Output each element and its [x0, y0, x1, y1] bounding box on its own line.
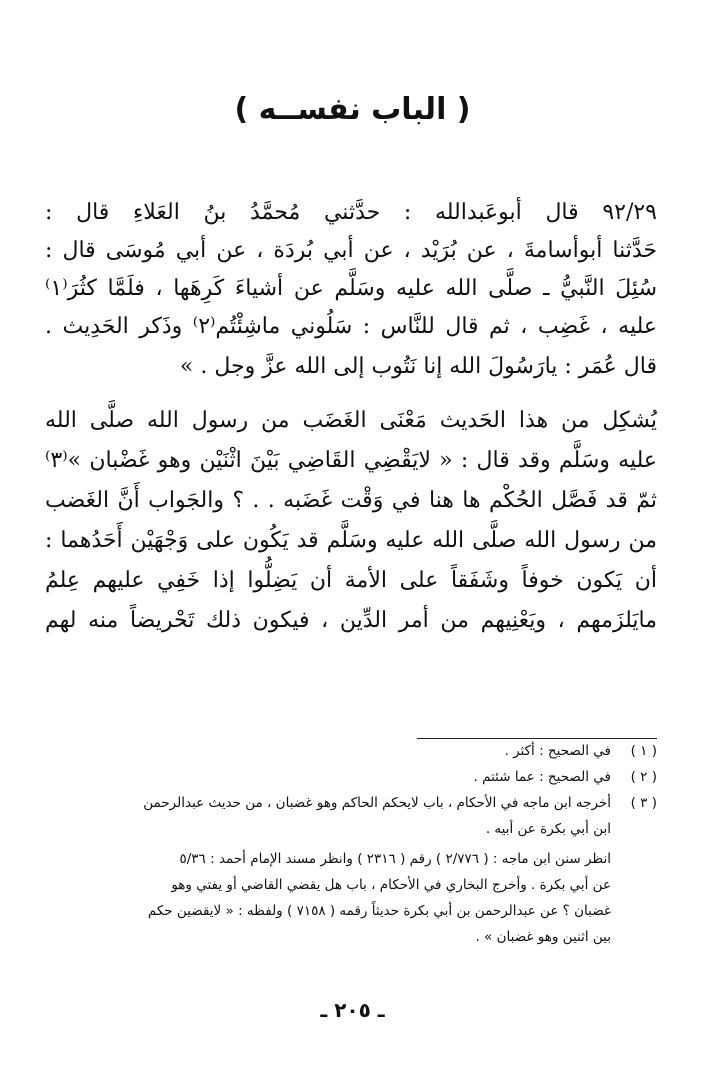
- footnote-number: ( ١ ): [630, 743, 657, 759]
- footnote-continuation: بين اثنين وهو غضبان » .: [475, 929, 611, 945]
- body-line: حَدَّثنا أبوأسامةَ ، عن بُرَيْد ، عن أبي بُردَة ، عن أبي مُوسَى قال :: [45, 238, 657, 263]
- footnote: [45, 766, 657, 788]
- body-line: من رسول الله صلَّى الله عليه وسَلَّم قد يَكُون على وَجْهَيْن أَحَدُهما :: [45, 528, 657, 553]
- footnote-continuation: غضبان ؟ عن عبدالرحمن بن أبي بكرة حديثاً رقمه ( ٧١٥٨ ) ولفظه : « لايقضين حكم: [147, 903, 611, 919]
- footnote-number: ( ٢ ): [630, 769, 657, 785]
- footnote-text: في الصحيح : عما شئتم .: [473, 769, 611, 785]
- footnote-continuation: ابن أبي بكرة عن أبيه .: [485, 821, 611, 837]
- footnote: [45, 792, 657, 814]
- body-line: عليه وسَلَّم وقد قال : « لايَقْضِي القَاضِي بَيْنَ اثْنَيْن وهو غَضْبان »⁽٣⁾: [45, 448, 657, 473]
- footnote-continuation: عن أبي بكرة . وأخرج البخاري في الأحكام ، باب هل يقضي القاضي أو يفتي وهو: [171, 877, 611, 893]
- footnote-text: في الصحيح : أكثر .: [504, 743, 611, 759]
- page-number: ـ ٢٠٥ ـ: [320, 998, 385, 1022]
- footnote: [45, 740, 657, 762]
- footnote-text: أخرجه ابن ماجه في الأحكام ، باب لايحكم الحاكم وهو غضبان ، من حديث عبدالرحمن: [143, 795, 611, 811]
- footnote-continuation: انظر سنن ابن ماجه : ( ٢/٧٧٦ ) رقم ( ٢٣١٦ ) وانظر مسند الإمام أحمد : ٥/٣٦: [179, 851, 611, 867]
- footnote-number: ( ٣ ): [630, 795, 657, 811]
- body-line: ثمّ قد فَصَّل الحُكْم ها هنا في وَقْت غَضَبه . . ؟ والجَواب أَنَّ الغَضب: [45, 488, 657, 513]
- body-line: ٩٢/٢٩ قال أبوعَبدالله : حدَّثني مُحمَّدُ بنُ العَلاءِ قال :: [45, 200, 657, 225]
- chapter-title: ( الباب نفســه ): [234, 92, 471, 127]
- body-line: قال عُمَر : يارَسُولَ الله إنا نَتُوب إلى الله عزَّ وجل . »: [179, 354, 657, 379]
- footnote-divider: [417, 738, 657, 739]
- body-line: سُئِلَ النَّبيُّ ـ صلَّى الله عليه وسَلَّم عن أشياءَ كَرِهَها ، فلَمَّا كثُرَ⁽١⁾: [45, 276, 657, 301]
- body-line: عليه ، غَضِب ، ثم قال للنَّاس : سَلُوني ماشِئْتُم⁽٢⁾ وذَكر الحَدِيث .: [45, 314, 657, 339]
- body-line: يُشكِل من هذا الحَديث مَعْنَى الغَضَب من رسول الله صلَّى الله: [45, 408, 657, 433]
- body-line: أن يَكون خوفاً وشَفَقاً على الأمة أن يَضِلُّوا إذا خَفِي عليهم عِلمُ: [45, 568, 657, 593]
- body-line: مايَلزَمهم ، ويَعْنِيهم من أمر الدِّين ، فيكون ذلك تَحْريضاً منه لهم: [45, 608, 657, 633]
